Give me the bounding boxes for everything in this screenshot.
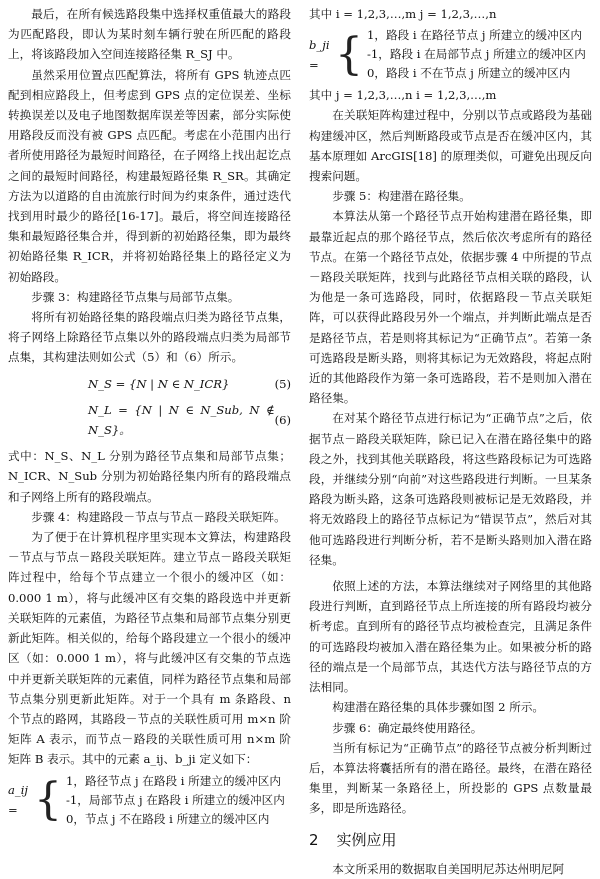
paragraph: 为了便于在计算机程序里实现本文算法，构建路段－节点与节点－路段关联矩阵。建立节点－路段关联矩阵过程中，给每个节点建立一个很小的缓冲区（如：0.000 1 m），将与此缓冲区有交集的路段选中并更新关联矩阵的元素值，为路径节点集和局部节点集分别更新此矩阵。相关似的，给每个路段建立一个很小的缓冲区（如：0.000 1 m），将与此缓冲区有交集的节点选中并更新关联矩阵的元素值，同样为路径节点集和局部节点集分别更新此矩阵。对于一个具有 m 条路段、n 个节点的路网，其路段－节点的关联性质可用 m×n 阶矩阵 A 表示，而节点－路段的关联性质可用 n×m 阶矩阵 B 表示。其中的元素 a_ij、b_ji 定义如下： [8,530,291,767]
equation-body: N_L = {N | N ∈ N_Sub, N ∉ N_S}。 [88,402,275,438]
aij-label: a_ij = [8,782,29,818]
paragraph: 依照上述的方法，本算法继续对子网络里的其他路段进行判断，直到路径节点上所连接的所有路段均被分析考虑。直到所有的路径节点均被检查完，且满足条件的可选路段均被加入潜在路径集为止。如果被分析的路径的端点是一个局部节点，其迭代方法与路径节点的方法相同。 [309,579,592,695]
index-range: 其中 j = 1,2,3,…,n i = 1,2,3,…,m [309,88,497,103]
section-number: 2 [309,830,319,849]
paragraph: 本算法从第一个路径节点开始构建潜在路径集，即最靠近起点的那个路径节点，然后依次考虑所有的路径节点。在第一个路径节点处，依据步骤 4 中所提的节点－路段关联矩阵，找到与此路径节点相关联的路段，认为他是一条可选路段，同时，依据路段－节点关联矩阵，可以获得此路段另外一个端点，并判断此端点是否是路径节点，若是则将其标记为“正确节点”。若第一条可选路段是断头路，则将其标记为无效路段，将起点附近的其他路段作为第一条可选路段，若不是则加入潜在路径集。 [309,209,592,406]
case-line: 1，路段 i 在路径节点 j 所建立的缓冲区内 [367,28,582,43]
equation-number: (6) [274,412,291,427]
paragraph: 本文所采用的数据取自美国明尼苏达州明尼阿 [332,861,565,876]
paragraph: 最后，在所有候选路段集中选择权重值最大的路段为匹配路段，即认为某时刻车辆行驶在所匹配的路段上，将该路段加入空间连接路径集 R_SJ 中。 [8,7,291,62]
case-line: -1，局部节点 j 在路段 i 所建立的缓冲区内 [66,792,285,807]
index-range: 其中 i = 1,2,3,…,m j = 1,2,3,…,n [309,7,497,21]
right-column [309,4,592,879]
paragraph: 虽然采用位置点匹配算法，将所有 GPS 轨迹点匹配到相应路段上，但考虑到 GPS 点的定位误差、坐标转换误差以及电子地图数据库误差等因素，部分实际使用路段反而没有被 GPS 点匹配。考虑在小范围内出行者所使用路径为最短时间路径，在子网络上找出起讫点之间的最短时间路径，构建最短路径集 R_SR。其确定方法为以道路的自由流旅行时间为约束条件，通过迭代找到用时最少的路径[16-17]。最后，将空间连接路径集和最短路径集合并，得到新的初始路径集，即为最终初始路径集 R_ICR，并将初始路径集上的路径定义为初始路段。 [8,67,291,284]
paragraph: 在对某个路径节点进行标记为“正确节点”之后，依据节点－路段关联矩阵，除已记入在潜在路径集中的路段之外，找到其他关联路段，将这些路段标记为可选路段，并继续分别“向前”对这些路段进行判断。一旦某条路段为断头路，这条可选路段则被标记是无效路段，并将无效路段上的路径节点标记为“错误节点”，然后对其他可选路段进行判断分析，若不是断头路则加入潜在路径集。 [309,411,592,567]
step-heading: 步骤 5：构建潜在路径集。 [332,189,471,204]
paragraph: 在关联矩阵构建过程中，分别以节点或路段为基础构建缓冲区，然后判断路段或节点是否在缓冲区内，其基本原理如 ArcGIS[18] 的原理类似，可避免出现反向搜索问题。 [309,108,592,184]
equation-body: N_S = {N | N ∈ N_ICR} [88,376,230,391]
step-heading: 步骤 4：构建路段－节点与节点－路段关联矩阵。 [31,509,286,524]
left-brace: { [335,28,363,80]
step-heading: 步骤 6：确定最终使用路径。 [332,720,483,735]
section-heading [309,829,592,851]
paragraph: 将所有初始路径集的路段端点归类为路径节点集，将子网络上除路径节点集以外的路段端点归类为局部节点集，其构建法则如公式（5）和（6）所示。 [8,310,291,365]
paragraph: 构建潜在路径集的具体步骤如图 2 所示。 [332,700,545,715]
section-title: 实例应用 [336,830,397,849]
left-column [8,4,291,831]
step-heading: 步骤 3：构建路径节点集与局部节点集。 [31,289,240,304]
case-line: -1，路段 i 在局部节点 j 所建立的缓冲区内 [367,47,586,62]
aij-definition [8,772,291,829]
equation-number: (5) [274,376,291,391]
paragraph: 当所有标记为“正确节点”的路径节点被分析判断过后，本算法将囊括所有的潜在路径。最终，在潜在路径集里，判断某一条路径上，所投影的 GPS 点数量最多，即是所选路径。 [309,740,592,816]
bji-label: b_ji = [309,37,330,72]
equation-6 [8,400,291,440]
paragraph: 式中：N_S、N_L 分别为路径节点集和局部节点集；N_ICR、N_Sub 分别为初始路径集内所有的路段端点和子网络上所有的路段端点。 [8,449,291,504]
case-line: 0，路段 i 不在节点 j 所建立的缓冲区内 [367,66,571,81]
bji-definition [309,26,592,83]
case-line: 1，路径节点 j 在路段 i 所建立的缓冲区内 [66,773,281,788]
case-line: 0，节点 j 不在路段 i 所建立的缓冲区内 [66,811,270,826]
equation-5 [8,374,291,394]
left-brace: { [34,774,62,826]
